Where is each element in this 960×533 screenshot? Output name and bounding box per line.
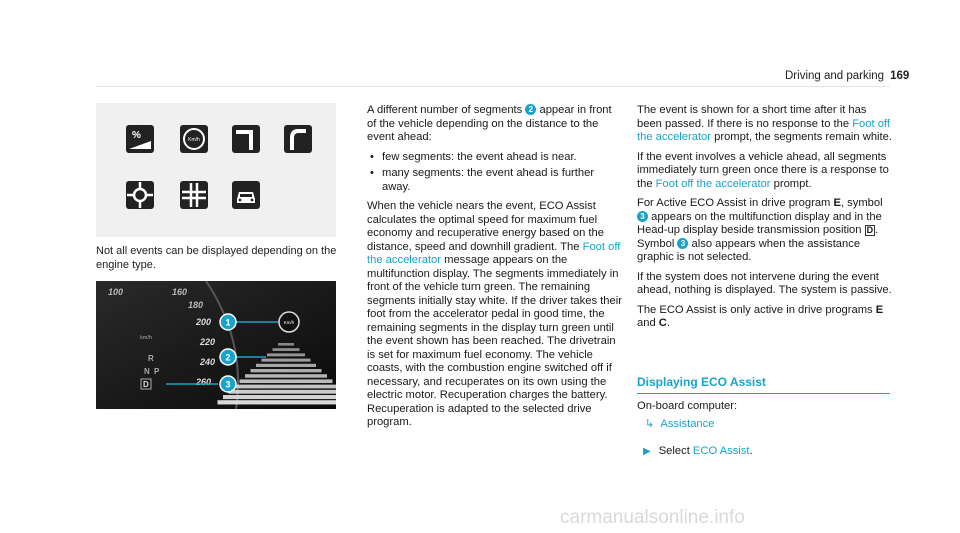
section-body <box>637 400 892 459</box>
bullet-list <box>367 151 623 195</box>
sharp-turn-right-icon <box>232 125 260 153</box>
watermark: carmanualsonline.info <box>560 507 745 528</box>
step-arrow-icon: ▶ <box>643 446 651 457</box>
paragraph: The event is shown for a short time after it has been passed. If there is no response to the Foot off the accelerator prompt, the segments remain white. <box>637 104 892 143</box>
paragraph: If the event involves a vehicle ahead, all segments immediately turn green once there is a response to the Foot off the accelerator prompt. <box>637 150 889 190</box>
callout-1: 1 <box>225 317 231 328</box>
svg-text:Km/h: Km/h <box>188 137 200 143</box>
foot-off-accelerator-link[interactable]: Foot off the accelerator <box>367 240 621 266</box>
gear-d-symbol: D <box>866 225 874 235</box>
road-segment <box>267 353 305 356</box>
speed-tick: 200 <box>196 317 212 327</box>
speed-tick: 180 <box>188 300 204 310</box>
instrument-cluster-figure <box>96 281 336 409</box>
incline-percent-icon <box>126 125 154 153</box>
callout-badge: 2 <box>525 104 536 115</box>
speed-tick: 240 <box>200 357 216 367</box>
road-segment <box>273 348 300 351</box>
page-number: 169 <box>890 70 910 82</box>
figure-caption: Not all events can be displayed depending on the engine type. <box>96 245 337 271</box>
intro-text: On-board computer: <box>637 400 738 412</box>
callout-badge: 3 <box>637 211 648 222</box>
event-icons-figure <box>96 103 336 237</box>
curve-right-icon <box>284 125 312 153</box>
list-item: • many segments: the event ahead is further away. <box>367 167 623 194</box>
speed-tick: 100 <box>108 287 124 297</box>
road-segment <box>229 390 337 394</box>
eco-assist-link[interactable]: ECO Assist <box>692 445 750 457</box>
paragraph: If the system does not intervene during the event ahead, nothing is displayed. The system is passive. <box>637 270 892 296</box>
road-segment <box>218 400 337 404</box>
speed-limit-kmh-icon <box>180 125 208 153</box>
foot-off-accelerator-link[interactable]: Foot off the accelerator <box>655 177 771 190</box>
road-segment <box>240 379 333 383</box>
gear-p: P <box>154 367 160 376</box>
paragraph: For Active ECO Assist in drive program E, symbol 3 appears on the multifunction display and in the Head-up display beside transmission position D . Symbol 3 also appears when the assistance graphic is not selected. <box>637 197 883 263</box>
step-item: ▶ Select ECO Assist. <box>643 445 753 457</box>
speed-tick: 220 <box>200 337 216 347</box>
paragraph: When the vehicle nears the event, ECO Assist calculates the optimal speed for maximum fuel economy and recuperative energy based on the distance, speed and downhill gradient. The Foot off the accelerator message appears on the multifunction display. The segments immediately in front of the vehicle turn green. The remaining segments initially stay white. If the driver takes their foot from the accelerator pedal in good time, the remaining segments in the display turn green until the event shown has been reached. The drivetrain is set for maximum fuel economy. The vehicle coasts, with the combustion engine switched off if necessary, and recuperates on its own using the electric motor. Recuperation charges the battery. Recuperation is adapted to the selected drive program. <box>367 200 622 428</box>
menu-assistance[interactable]: Assistance <box>660 417 715 430</box>
paragraph: A different number of segments 2 appear in front of the vehicle depending on the distance to the event ahead: <box>367 104 612 143</box>
intersection-icon <box>180 181 208 209</box>
svg-text:%: % <box>132 130 141 141</box>
road-segment <box>256 364 316 367</box>
speed-tick: 160 <box>172 287 188 297</box>
callout-badge: 3 <box>677 238 688 249</box>
gear-r: R <box>148 354 154 363</box>
list-item: • few segments: the event ahead is near. <box>367 151 623 165</box>
menu-path[interactable] <box>637 418 892 432</box>
road-segment <box>278 343 294 346</box>
road-segment <box>223 395 336 399</box>
menu-arrow-icon: ↳ <box>645 417 655 430</box>
roundabout-icon <box>126 181 154 209</box>
gear-n: N <box>144 367 150 376</box>
speed-badge-text: Km/h <box>283 320 295 325</box>
page-header <box>785 70 909 82</box>
middle-column <box>367 104 623 436</box>
callout-2: 2 <box>225 352 231 363</box>
header-section-title: Driving and parking <box>785 70 885 82</box>
header-divider <box>96 86 890 87</box>
road-segment <box>262 359 311 362</box>
speed-tick: 260 <box>196 377 212 387</box>
road-segment <box>234 385 336 389</box>
foot-off-accelerator-link[interactable]: Foot off the accelerator <box>637 117 890 143</box>
callout-3: 3 <box>225 379 231 390</box>
paragraph: The ECO Assist is only active in drive programs E and C. <box>637 303 884 329</box>
right-column <box>637 104 892 337</box>
vehicle-ahead-icon <box>232 181 260 209</box>
road-segment <box>245 374 327 378</box>
gear-d: D <box>143 380 149 389</box>
road-segment <box>251 369 322 372</box>
unit-label: km/h <box>140 335 152 341</box>
section-heading: Displaying ECO Assist <box>637 375 890 394</box>
